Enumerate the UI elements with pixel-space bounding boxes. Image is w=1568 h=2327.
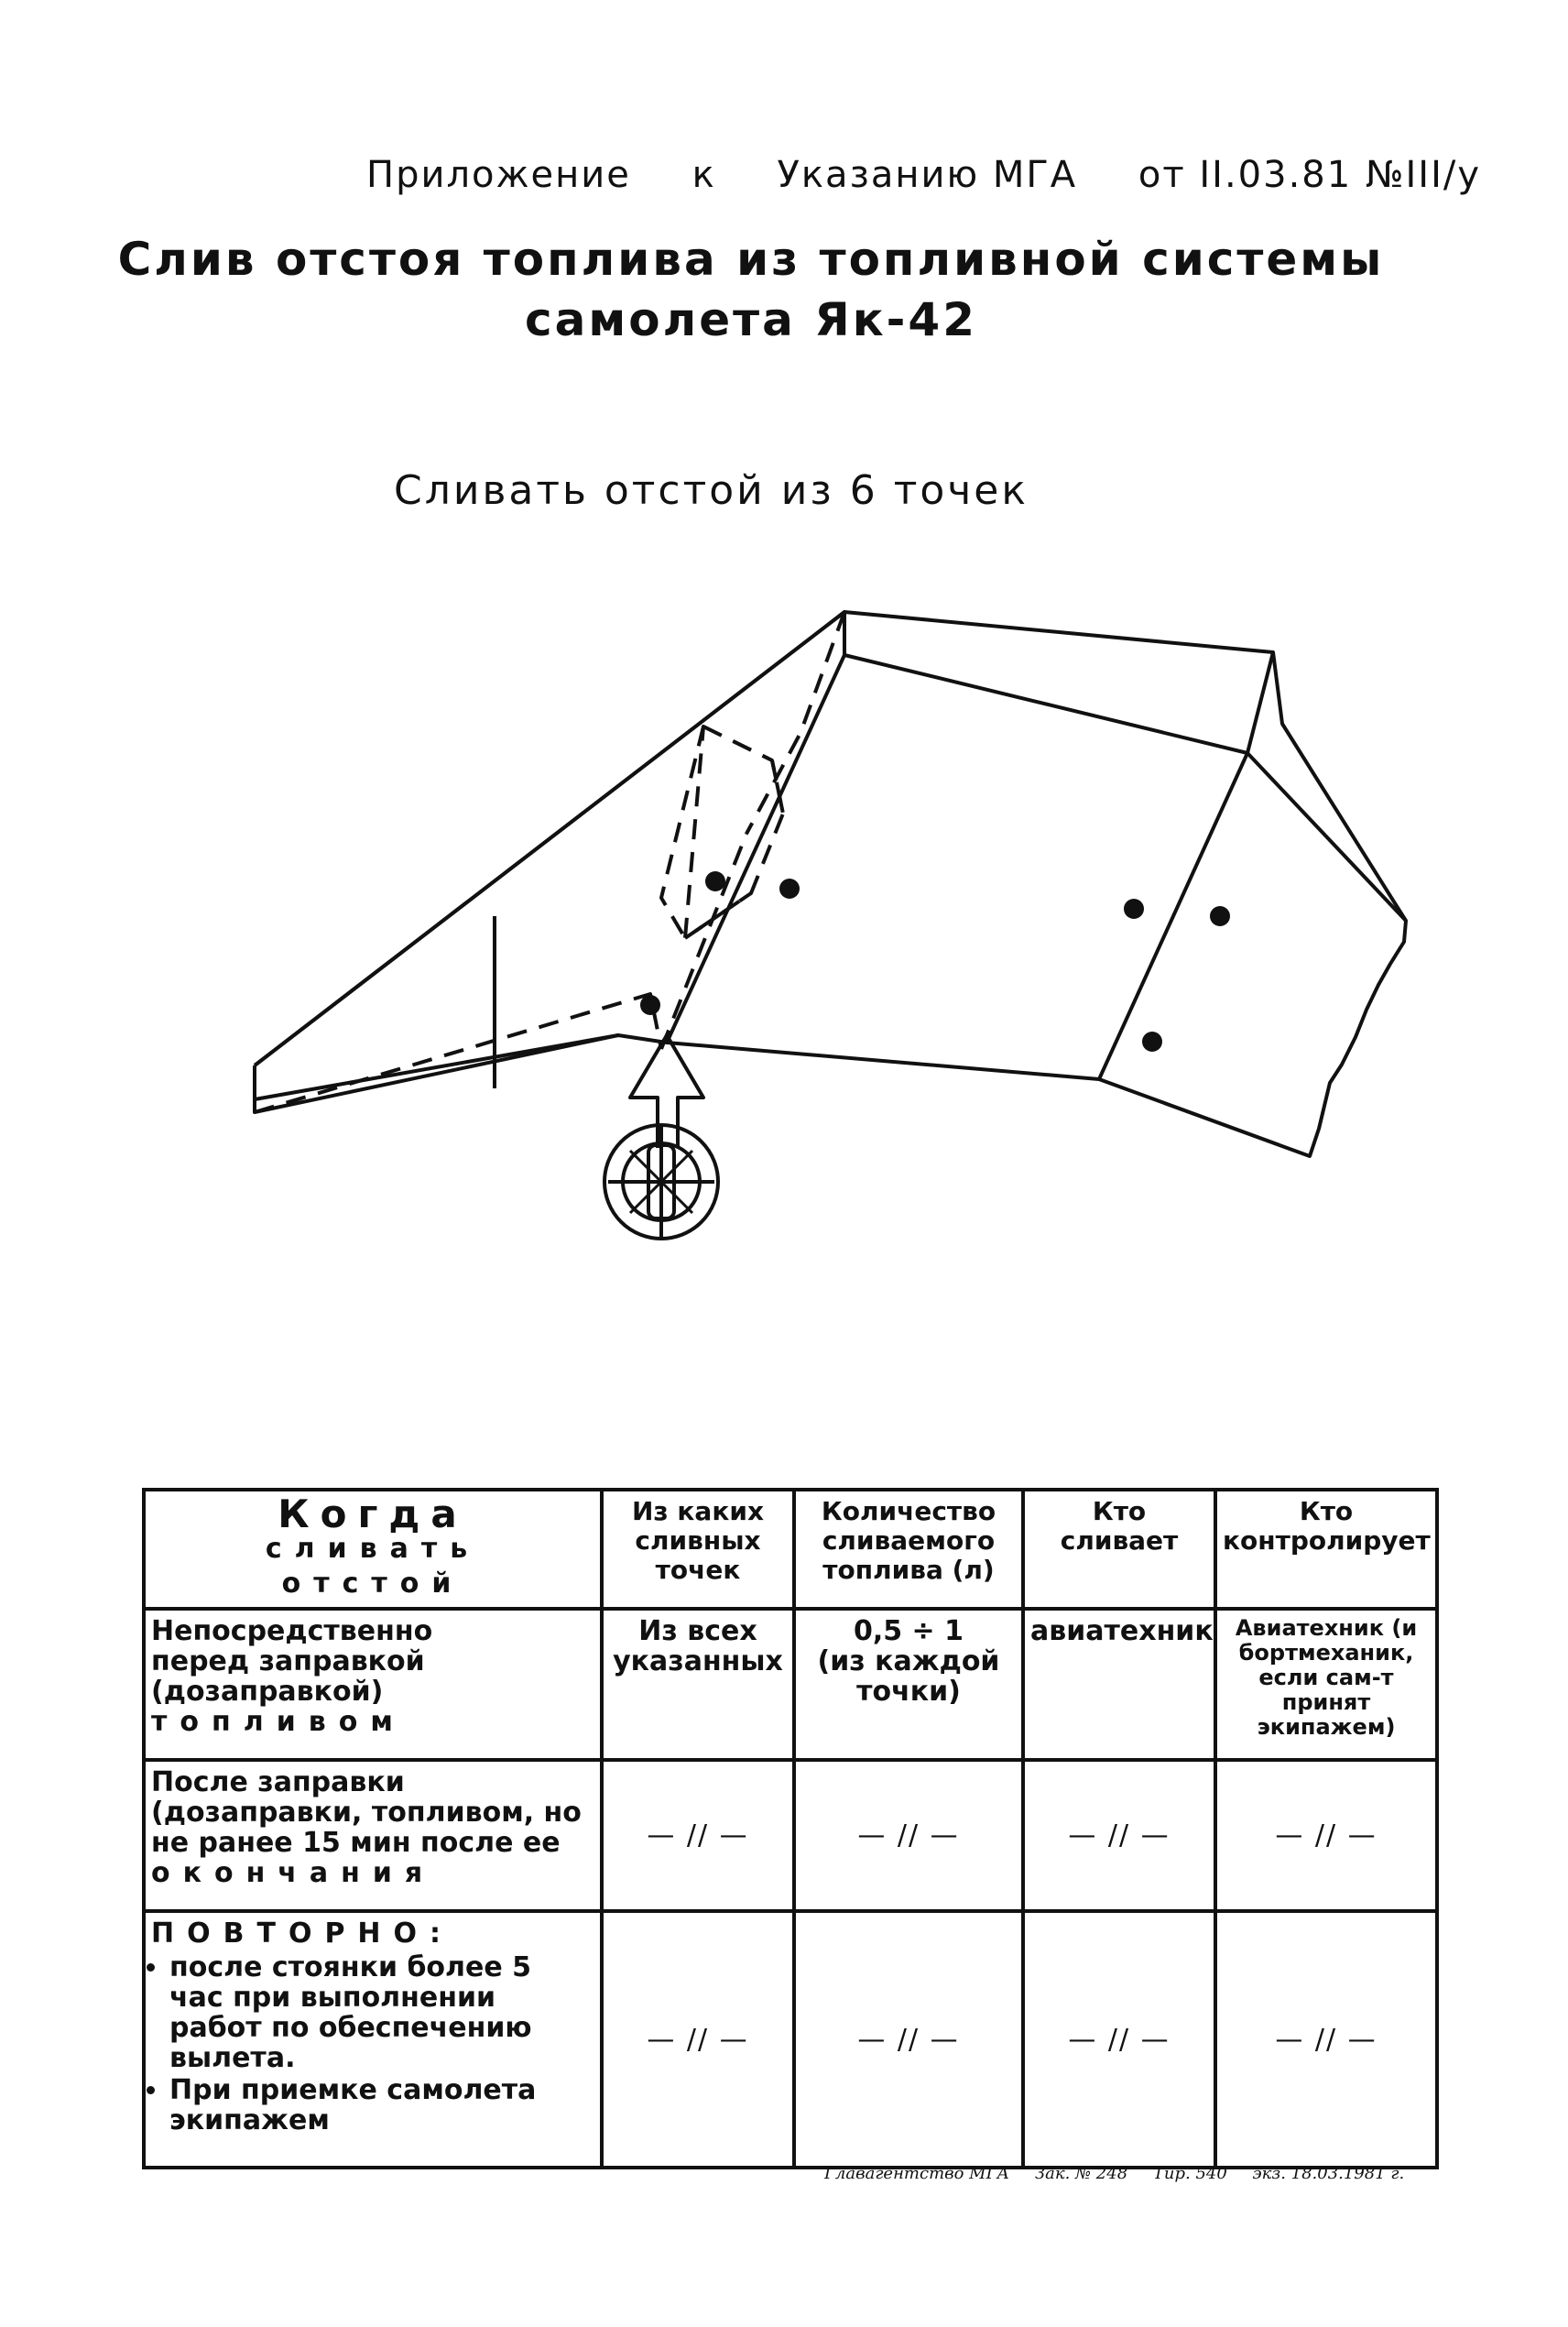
row1-who-drains: авиатехник — [1023, 1609, 1215, 1760]
wing-leading-edge — [255, 612, 844, 1065]
row2-who-controls-ditto: — // — — [1215, 1760, 1437, 1911]
appendix-to: к — [691, 154, 716, 196]
row2-when-l1: После заправки — [151, 1766, 405, 1798]
table-header-row — [144, 1490, 1437, 1609]
row3-when — [144, 1911, 602, 2168]
wing-inner-edge — [667, 655, 844, 1043]
header-who-controls: Кто контролирует — [1215, 1490, 1437, 1609]
wing-top-root — [844, 652, 1273, 753]
title-line-1: Слив отстоя топлива из топливной системы — [117, 233, 1385, 286]
drain-point-4 — [1124, 899, 1144, 919]
row2-who-drains-ditto: — // — — [1023, 1760, 1215, 1911]
imprint-circulation: Тир. 540 — [1152, 2164, 1227, 2183]
row2-when-l3: окончания — [151, 1857, 436, 1889]
drain-schedule-table — [142, 1488, 1439, 2169]
row3-who-drains-ditto: — // — — [1023, 1911, 1215, 2168]
appendix-date: от II.03.81 №III/у — [1138, 154, 1482, 196]
drain-valve-icon — [604, 1125, 718, 1239]
row1-when — [144, 1609, 602, 1760]
wing-root-edge — [1247, 753, 1406, 921]
row3-points-ditto: — // — — [602, 1911, 794, 2168]
row1-points: Из всех указанных — [602, 1609, 794, 1760]
row2-points-ditto: — // — — [602, 1760, 794, 1911]
wing-lower-edge — [255, 1035, 618, 1112]
table-row — [144, 1760, 1437, 1911]
header-points: Из каких сливных точек — [602, 1490, 794, 1609]
row1-when-l4: топливом — [151, 1706, 406, 1738]
print-imprint — [824, 2164, 1424, 2183]
drain-point-1 — [705, 871, 725, 891]
row3-bullets — [151, 1952, 594, 2136]
sump-box — [685, 727, 783, 938]
row2-when — [144, 1760, 602, 1911]
appendix-prefix: Приложение — [366, 154, 631, 196]
row2-when-l2: (дозаправки, топливом, но не ранее 15 мин после ее — [151, 1797, 582, 1859]
row1-when-l3: (дозаправкой) — [151, 1676, 384, 1708]
header-quantity: Количество сливаемого топлива (л) — [794, 1490, 1023, 1609]
row1-who-controls: Авиатехник (и бортмеханик, если сам-т принят экипажем) — [1215, 1609, 1437, 1760]
row1-when-l1: Непосредственно — [151, 1615, 433, 1647]
header-when-l2: сливать — [265, 1533, 481, 1565]
row1-quantity-l1: 0,5 ÷ 1 — [853, 1615, 964, 1647]
pointer-arrow — [630, 1035, 703, 1148]
drain-point-6 — [1142, 1032, 1162, 1052]
row3-quantity-ditto: — // — — [794, 1911, 1023, 2168]
drain-point-5 — [1210, 906, 1230, 926]
drain-points-subtitle: Сливать отстой из 6 точек — [394, 467, 1029, 514]
table-row — [144, 1609, 1437, 1760]
drain-point-2 — [779, 879, 800, 899]
imprint-publisher: Главагентство МГА — [824, 2164, 1010, 2183]
row2-quantity-ditto: — // — — [794, 1760, 1023, 1911]
row1-quantity — [794, 1609, 1023, 1760]
drain-point-3 — [640, 995, 660, 1015]
imprint-signed: экз. 18.03.1981 г. — [1252, 2164, 1405, 2183]
header-when-l3: отстой — [281, 1568, 464, 1600]
header-when-l1: Когда — [278, 1491, 468, 1536]
appendix-doc: Указанию МГА — [777, 154, 1078, 196]
row1-when-l2: перед заправкой — [151, 1645, 425, 1677]
row3-bullet-2: • При приемке самолета экипажем — [169, 2075, 594, 2136]
row3-bullet-1: • после стоянки более 5 час при выполнении работ по обеспечению вылета. — [169, 1952, 594, 2073]
table-row — [144, 1911, 1437, 2168]
drain-points — [640, 871, 1230, 1052]
header-who-drains: Кто сливает — [1023, 1490, 1215, 1609]
row3-who-controls-ditto: — // — — [1215, 1911, 1437, 2168]
imprint-order: Зак. № 248 — [1034, 2164, 1128, 2183]
row3-when-l1: ПОВТОРНО: — [151, 1917, 454, 1950]
row1-quantity-l2: (из каждой точки) — [817, 1645, 1000, 1708]
spar-dashes — [255, 612, 844, 1112]
header-when — [144, 1490, 602, 1609]
title-line-2: самолета Як-42 — [524, 293, 978, 346]
